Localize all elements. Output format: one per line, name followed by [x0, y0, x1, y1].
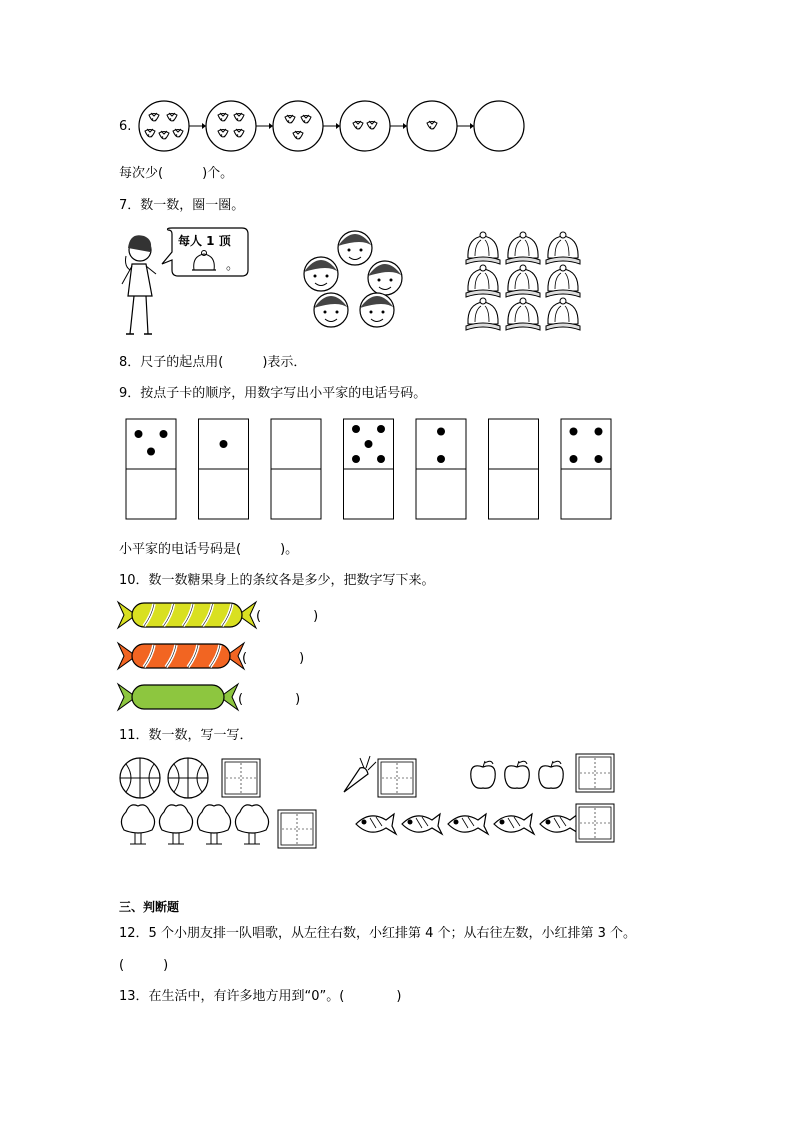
- child-face: [314, 293, 348, 327]
- hats-grid: [463, 226, 588, 331]
- dot: [595, 428, 603, 436]
- dot: [570, 455, 578, 463]
- dot: [595, 455, 603, 463]
- answer-box: [378, 759, 416, 797]
- dot: [437, 455, 445, 463]
- dot-card: [344, 419, 394, 519]
- dot-cards: [125, 418, 625, 523]
- q9-answer-line: 小平家的电话号码是( )。: [119, 542, 299, 557]
- hat-icon: [546, 265, 580, 297]
- dot-card: [416, 419, 466, 519]
- child-face: [360, 293, 394, 327]
- counting-items: [116, 752, 626, 852]
- section-heading: 三、判断题: [119, 900, 180, 914]
- hat-icon: [466, 298, 500, 330]
- dot: [377, 455, 385, 463]
- child-face: [368, 261, 402, 295]
- hat-icon: [546, 298, 580, 330]
- q11-text: 11．数一数，写一写．: [119, 728, 253, 743]
- strawberry-circle: [474, 101, 524, 151]
- hat-icon: [506, 265, 540, 297]
- q7-title: 7．数一数，圈一圈。: [119, 198, 245, 213]
- candy-icon: [118, 684, 238, 710]
- q10-text: 10．数一数糖果身上的条纹各是多少，把数字写下来。: [119, 573, 435, 588]
- answer-box: [278, 810, 316, 848]
- ball-icon: [120, 758, 160, 798]
- carrot-icon: [344, 756, 376, 792]
- fish-icon: [494, 814, 534, 834]
- apple-icon: [539, 761, 564, 788]
- dot: [147, 448, 155, 456]
- tree-icon: [159, 805, 192, 844]
- fish-icon: [356, 814, 396, 834]
- hat-icon: [506, 232, 540, 264]
- dot-card: [489, 419, 539, 519]
- hat-icon: [466, 265, 500, 297]
- q8-text: 8．尺子的起点用( )表示．: [119, 355, 307, 370]
- strawberry-circle: [206, 101, 256, 151]
- child-face: [338, 231, 372, 265]
- hat-icon: [546, 232, 580, 264]
- dot-card: [561, 419, 611, 519]
- dot: [160, 430, 168, 438]
- candy-icon: [118, 643, 244, 669]
- tree-icon: [121, 805, 154, 844]
- q12-text: 12．5 个小朋友排一队唱歌，从左往右数，小红排第 4 个；从右往左数，小红排第 3 个。: [119, 926, 637, 941]
- apple-icon: [471, 761, 496, 788]
- child-face: [304, 257, 338, 291]
- strawberry-circle: [407, 101, 457, 151]
- dot-card: [271, 419, 321, 519]
- tree-icon: [235, 805, 268, 844]
- dot: [570, 428, 578, 436]
- strawberry-circle: [139, 101, 189, 151]
- q12-blank[interactable]: ( ): [119, 958, 169, 973]
- dot-card: [126, 419, 176, 519]
- strawberry-circle: [273, 101, 323, 151]
- fish-icon: [448, 814, 488, 834]
- children-group: [295, 226, 425, 336]
- strawberry-circle: [340, 101, 390, 151]
- q7-speech-end: 。: [226, 258, 240, 273]
- dot: [352, 455, 360, 463]
- answer-box: [576, 804, 614, 842]
- dot: [135, 430, 143, 438]
- dot: [437, 428, 445, 436]
- q9-text: 9．按点子卡的顺序，用数字写出小平家的电话号码。: [119, 386, 427, 401]
- q6-number: 6.: [119, 119, 132, 134]
- q6-strawberry-chain: [138, 98, 558, 158]
- answer-box: [222, 759, 260, 797]
- q10-blank-1[interactable]: ( ): [256, 609, 319, 624]
- dot: [352, 425, 360, 433]
- q13-text: 13．在生活中，有许多地方用到“0”。( ): [119, 989, 402, 1004]
- dot: [365, 440, 373, 448]
- fish-icon: [540, 814, 580, 834]
- q10-blank-2[interactable]: ( ): [242, 651, 305, 666]
- q7-speech-text: 每人 1 顶: [178, 234, 231, 248]
- hat-icon: [466, 232, 500, 264]
- dot: [220, 440, 228, 448]
- q6-answer-line: 每次少( )个。: [119, 166, 234, 181]
- hat-icon: [506, 298, 540, 330]
- apple-icon: [505, 761, 530, 788]
- candy-icon: [118, 602, 256, 628]
- answer-box: [576, 754, 614, 792]
- dot: [377, 425, 385, 433]
- q10-blank-3[interactable]: ( ): [238, 692, 301, 707]
- fish-icon: [402, 814, 442, 834]
- dot-card: [199, 419, 249, 519]
- tree-icon: [197, 805, 230, 844]
- ball-icon: [168, 758, 208, 798]
